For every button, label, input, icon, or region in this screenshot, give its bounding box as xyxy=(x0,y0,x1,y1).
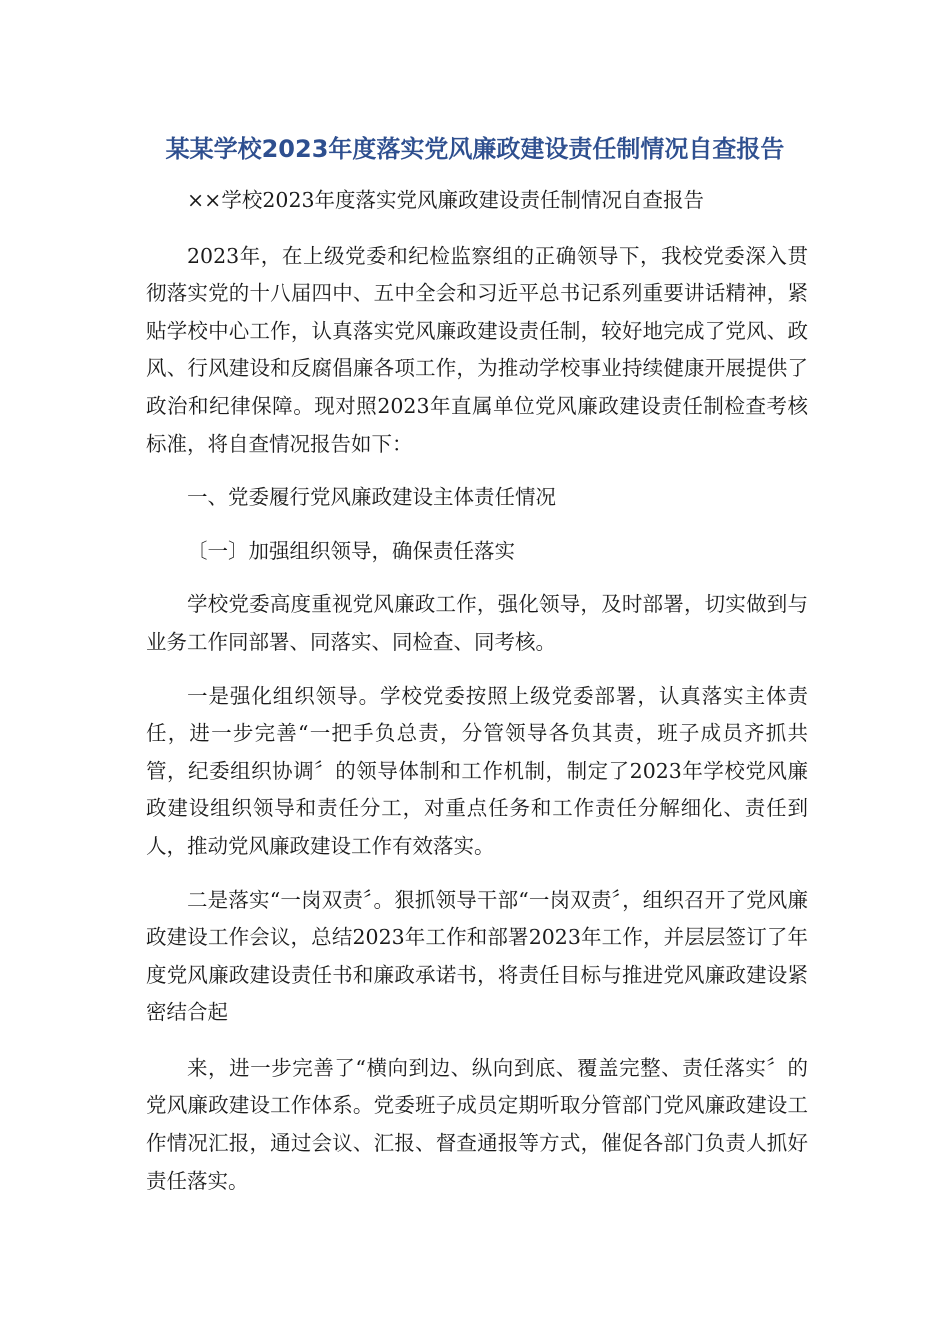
document-title: 某某学校2023年度落实党风廉政建设责任制情况自查报告 xyxy=(165,135,785,163)
document-body xyxy=(146,182,808,1216)
body-paragraph: 二是落实“一岗双责〞。狠抓领导干部“一岗双责〞，组织召开了党风廉政建设工作会议，总结2023年工作和部署2023年工作，并层层签订了年度党风廉政建设责任书和廉政承诺书，将责任目标与推进党风廉政建设紧密结合起 xyxy=(146,887,808,1025)
body-paragraph: 学校党委高度重视党风廉政工作，强化领导，及时部署，切实做到与业务工作同部署、同落实、同检查、同考核。 xyxy=(146,592,808,654)
intro-paragraph: 2023年，在上级党委和纪检监察组的正确领导下，我校党委深入贯彻落实党的十八届四中、五中全会和习近平总书记系列重要讲话精神，紧贴学校中心工作，认真落实党风廉政建设责任制，较好地完成了党风、政风、行风建设和反腐倡廉各项工作，为推动学校事业持续健康开展提供了政治和纪律保障。现对照2023年直属单位党风廉政建设责任制检查考核标准，将自查情况报告如下： xyxy=(146,243,808,456)
body-paragraph: 来，进一步完善了“横向到边、纵向到底、覆盖完整、责任落实〞的党风廉政建设工作体系。党委班子成员定期听取分管部门党风廉政建设工作情况汇报，通过会议、汇报、督查通报等方式，催促各部门负责人抓好责任落实。 xyxy=(146,1055,808,1193)
section-heading-1: 一、党委履行党风廉政建设主体责任情况 xyxy=(187,485,556,510)
subsection-heading-1: 〔一〕加强组织领导，确保责任落实 xyxy=(187,538,515,563)
body-paragraph: 一是强化组织领导。学校党委按照上级党委部署，认真落实主体责任，进一步完善“一把手负总责，分管领导各负其责，班子成员齐抓共管，纪委组织协调〞的领导体制和工作机制，制定了2023年学校党风廉政建设组织领导和责任分工，对重点任务和工作责任分解细化、责任到人，推动党风廉政建设工作有效落实。 xyxy=(146,683,808,858)
report-subtitle: ××学校2023年度落实党风廉政建设责任制情况自查报告 xyxy=(187,188,705,212)
